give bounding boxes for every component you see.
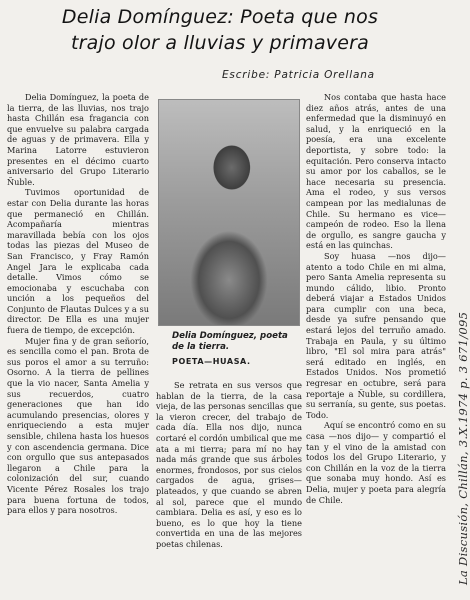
paragraph: Mujer fina y de gran señorío, es sencilla como el pan. Brota de sus poros el amor a su terruño: Osorno. A la tierra de pellines que la vio nacer, Santa Amelia y sus recuerdos, cuatro generaciones que han ido acumulando presencias, olores y enriqueciendo a esta mujer sensible, chilena hasta los huesos y con ascendencia germana. Dice con orgullo que sus antepasados llegaron a Chile para la colonización del sur, cuando Vicente Pérez Rosales los trajo para buena fortuna de todos, para ellos y para nosotros. — [7, 335, 149, 516]
headline-line-1: Delia Domínguez: Poeta que nos — [61, 6, 379, 28]
section-heading: POETA—HUASA. — [172, 357, 251, 366]
paragraph: Aquí se encontró como en su casa —nos dijo— y compartió el tan y el vino de la amistad con todos los del Grupo Literario, y con Chillán en la voz de la tierra que sonaba muy hondo. Así es Delia, mujer y poeta para alegría de Chile. — [306, 420, 446, 505]
author-photo — [158, 99, 300, 326]
handwritten-source-note: La Discusión, Chillán, 3.X.1974 p. 3 671/095 — [456, 311, 470, 585]
photo-caption: Delia Domínguez, poeta de la tierra. — [172, 331, 288, 352]
article-column-middle — [156, 380, 302, 600]
paragraph: Nos contaba que hasta hace diez años atrás, antes de una enfermedad que la disminuyó en salud, y la enriqueció en la poesía, era una excelente deportista, y sobre todo: la equitación. Pero conserva intacto su amor por los caballos, se le hace necesaria su presencia. Ama el rodeo, y sus versos campean por las medialunas de Chile. Su hermano es vice—campeón de rodeo. Eso la llena de orgullo, es sangre gaucha y está en las quinchas. — [306, 92, 446, 251]
paragraph: Tuvimos oportunidad de estar con Delia durante las horas que permaneció en Chillán. Acompañaría mientras maravillada bebía con los ojos todas las piezas del Museo de San Francisco, y Fray Ramón Angel Jara le explicaba cada detalle. Vimos cómo se emocionaba y escuchaba con unción a los pequeños del Conjunto de Flautas Dulces y a su director. De Ella es una mujer fuera de tiempo, de excepción. — [7, 187, 149, 336]
article-column-right — [306, 92, 446, 600]
paragraph: Delia Domínguez, la poeta de la tierra, de las lluvias, nos trajo hasta Chillán esa fragancia con que envuelve su palabra cargada de aguas y de primavera. Ella y Marina Latorre estuvieron presentes en el décimo cuarto aniversario del Grupo Literario Ñuble. — [7, 92, 149, 187]
paragraph: Se retrata en sus versos que hablan de la tierra, de la casa vieja, de las personas sencillas que la vieron crecer, del trabajo de cada día. Ella nos dijo, nunca cortaré el cordón umbilical que me ata a mi tierra; para mí no hay nada más grande que sus árboles enormes, frondosos, por sus cielos cargados de agua, grises—plateados, y que cuando se abren al sol, parece que el mundo cambiara. Delia es así, y eso es lo bueno, es lo que hoy la tiene convertida en una de las mejores poetas chilenas. — [156, 380, 302, 549]
article-column-left — [7, 92, 149, 600]
headline-line-2: trajo olor a lluvias y primavera — [71, 32, 369, 54]
byline: Escribe: Patricia Orellana — [222, 69, 375, 81]
paragraph: Soy huasa —nos dijo— atento a todo Chile en mi alma, pero Santa Amelia representa su mundo cálido, libio. Pronto deberá viajar a Estados Unidos para cumplir con una beca, desde ya sufre pensando que estará lejos del terruño amado. Trabaja en Paula, y su último libro, "El sol mira para atrás" será editado en inglés, en Estados Unidos. Nos prometió regresar en octubre, será para reportaje a Ñuble, su cordillera, su serranía, su gente, sus poetas. Todo. — [306, 250, 446, 420]
